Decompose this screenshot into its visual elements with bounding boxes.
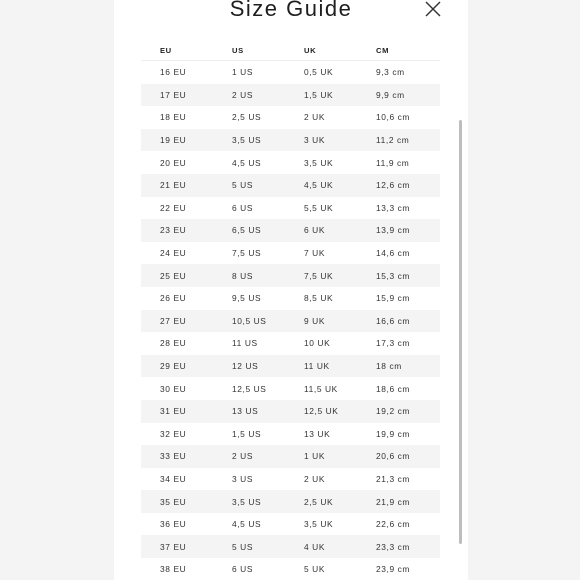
- cell-eu: 18 EU: [160, 112, 187, 123]
- table-row: [141, 355, 440, 378]
- cell-us: 2 US: [232, 451, 254, 462]
- cell-eu: 27 EU: [160, 315, 187, 326]
- cell-eu: 17 EU: [160, 89, 187, 100]
- cell-uk: 13 UK: [304, 428, 331, 439]
- cell-cm: 17,3 cm: [376, 338, 410, 349]
- cell-cm: 18,6 cm: [376, 383, 410, 394]
- table-row: [141, 423, 440, 446]
- cell-eu: 33 EU: [160, 451, 187, 462]
- header-us: US: [232, 45, 244, 55]
- cell-cm: 15,9 cm: [376, 293, 410, 304]
- cell-us: 9,5 US: [232, 293, 262, 304]
- cell-eu: 28 EU: [160, 338, 187, 349]
- close-button[interactable]: [424, 0, 442, 18]
- cell-uk: 11 UK: [304, 361, 330, 372]
- cell-eu: 26 EU: [160, 293, 187, 304]
- cell-us: 1 US: [232, 67, 254, 78]
- cell-us: 6,5 US: [232, 225, 262, 236]
- cell-uk: 3 UK: [304, 135, 326, 146]
- cell-us: 2,5 US: [232, 112, 262, 123]
- table-row: [141, 129, 440, 152]
- cell-us: 5 US: [232, 541, 254, 552]
- cell-us: 6 US: [232, 564, 254, 575]
- cell-cm: 23,9 cm: [376, 564, 410, 575]
- cell-uk: 3,5 UK: [304, 157, 334, 168]
- cell-eu: 37 EU: [160, 541, 187, 552]
- cell-uk: 12,5 UK: [304, 406, 339, 417]
- cell-eu: 24 EU: [160, 248, 187, 259]
- cell-uk: 7 UK: [304, 248, 326, 259]
- cell-us: 7,5 US: [232, 248, 262, 259]
- cell-eu: 21 EU: [160, 180, 187, 191]
- cell-uk: 2,5 UK: [304, 496, 334, 507]
- cell-us: 10,5 US: [232, 315, 267, 326]
- table-row: [141, 61, 440, 84]
- cell-eu: 31 EU: [160, 406, 187, 417]
- cell-eu: 25 EU: [160, 270, 187, 281]
- cell-us: 3,5 US: [232, 135, 262, 146]
- cell-eu: 22 EU: [160, 202, 187, 213]
- cell-us: 4,5 US: [232, 157, 262, 168]
- cell-us: 12,5 US: [232, 383, 267, 394]
- cell-uk: 1 UK: [304, 451, 326, 462]
- table-row: [141, 332, 440, 355]
- cell-uk: 6 UK: [304, 225, 326, 236]
- cell-uk: 9 UK: [304, 315, 326, 326]
- cell-uk: 4,5 UK: [304, 180, 334, 191]
- cell-cm: 11,2 cm: [376, 135, 410, 146]
- cell-cm: 21,9 cm: [376, 496, 410, 507]
- cell-uk: 1,5 UK: [304, 89, 334, 100]
- cell-cm: 15,3 cm: [376, 270, 410, 281]
- cell-eu: 38 EU: [160, 564, 187, 575]
- cell-us: 2 US: [232, 89, 254, 100]
- cell-cm: 13,9 cm: [376, 225, 410, 236]
- cell-us: 6 US: [232, 202, 254, 213]
- cell-cm: 21,3 cm: [376, 473, 410, 484]
- cell-eu: 30 EU: [160, 383, 187, 394]
- table-row: [141, 84, 440, 107]
- cell-us: 3 US: [232, 473, 254, 484]
- cell-uk: 8,5 UK: [304, 293, 334, 304]
- cell-eu: 34 EU: [160, 473, 187, 484]
- table-row: [141, 468, 440, 491]
- cell-eu: 16 EU: [160, 67, 187, 78]
- header-eu: EU: [160, 45, 172, 55]
- cell-eu: 32 EU: [160, 428, 187, 439]
- close-icon: [424, 0, 442, 18]
- table-row: [141, 106, 440, 129]
- header-uk: UK: [304, 45, 317, 55]
- table-row: [141, 445, 440, 468]
- cell-eu: 35 EU: [160, 496, 187, 507]
- cell-cm: 13,3 cm: [376, 202, 410, 213]
- table-row: [141, 264, 440, 287]
- cell-us: 11 US: [232, 338, 258, 349]
- cell-cm: 20,6 cm: [376, 451, 410, 462]
- scrollbar[interactable]: [459, 120, 462, 544]
- table-row: [141, 151, 440, 174]
- cell-uk: 10 UK: [304, 338, 331, 349]
- cell-eu: 36 EU: [160, 519, 187, 530]
- cell-uk: 11,5 UK: [304, 383, 338, 394]
- cell-uk: 2 UK: [304, 112, 326, 123]
- cell-eu: 23 EU: [160, 225, 187, 236]
- cell-cm: 19,2 cm: [376, 406, 410, 417]
- cell-uk: 5 UK: [304, 564, 326, 575]
- cell-eu: 19 EU: [160, 135, 187, 146]
- cell-cm: 22,6 cm: [376, 519, 410, 530]
- page-title: Size Guide: [229, 0, 353, 21]
- size-table: [141, 40, 440, 580]
- cell-cm: 18 cm: [376, 361, 402, 372]
- cell-cm: 14,6 cm: [376, 248, 410, 259]
- table-row: [141, 174, 440, 197]
- header-cm: CM: [376, 45, 390, 55]
- cell-us: 3,5 US: [232, 496, 262, 507]
- cell-cm: 19,9 cm: [376, 428, 410, 439]
- cell-cm: 11,9 cm: [376, 157, 410, 168]
- cell-uk: 0,5 UK: [304, 67, 334, 78]
- table-row: [141, 490, 440, 513]
- cell-us: 1,5 US: [232, 428, 262, 439]
- table-row: [141, 219, 440, 242]
- cell-us: 8 US: [232, 270, 254, 281]
- table-header: [141, 40, 440, 61]
- cell-us: 4,5 US: [232, 519, 262, 530]
- cell-uk: 5,5 UK: [304, 202, 334, 213]
- cell-uk: 3,5 UK: [304, 519, 334, 530]
- cell-uk: 4 UK: [304, 541, 326, 552]
- table-row: [141, 558, 440, 580]
- size-guide-modal: [114, 0, 468, 580]
- cell-cm: 10,6 cm: [376, 112, 410, 123]
- cell-cm: 12,6 cm: [376, 180, 410, 191]
- table-row: [141, 400, 440, 423]
- cell-us: 5 US: [232, 180, 254, 191]
- cell-cm: 23,3 cm: [376, 541, 410, 552]
- cell-us: 13 US: [232, 406, 259, 417]
- cell-cm: 9,3 cm: [376, 67, 405, 78]
- cell-uk: 2 UK: [304, 473, 326, 484]
- cell-us: 12 US: [232, 361, 259, 372]
- table-row: [141, 242, 440, 265]
- cell-eu: 29 EU: [160, 361, 187, 372]
- cell-cm: 9,9 cm: [376, 89, 405, 100]
- cell-cm: 16,6 cm: [376, 315, 410, 326]
- table-row: [141, 377, 440, 400]
- table-row: [141, 513, 440, 536]
- cell-eu: 20 EU: [160, 157, 187, 168]
- table-row: [141, 310, 440, 333]
- table-body: [141, 61, 440, 580]
- table-row: [141, 197, 440, 220]
- table-row: [141, 535, 440, 558]
- cell-uk: 7,5 UK: [304, 270, 334, 281]
- table-row: [141, 287, 440, 310]
